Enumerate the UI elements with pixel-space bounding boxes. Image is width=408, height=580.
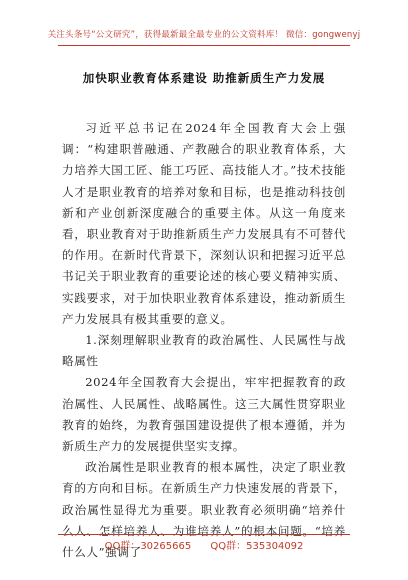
document-title: 加快职业教育体系建设 助推新质生产力发展 <box>82 71 326 85</box>
footer-qq-group-1: QQ群：30265665 <box>104 541 192 552</box>
page-footer <box>0 537 408 552</box>
header-divider <box>58 45 350 46</box>
body-paragraph-attributes: 2024年全国教育大会提出，牢牢把握教育的政治属性、人民属性、战略属性。这三大属性贯穿职业教育的始终，为教育强国建设提供了根本遵循，并为新质生产力的发展提供坚实支撑。 <box>62 375 346 454</box>
body-paragraph-political: 政治属性是职业教育的根本属性，决定了职业教育的方向和目标。在新质生产力快速发展的背景下，政治属性显得尤为重要。职业教育必须明确“培养什么人、怎样培养人、为谁培养人”的根本问题。“培养什么人”强调了 <box>62 460 346 560</box>
footer-divider <box>58 534 350 535</box>
section-heading-1: 1.深刻理解职业教育的政治属性、人民属性与战略属性 <box>62 333 346 369</box>
document-body <box>62 118 346 563</box>
body-paragraph-intro: 习近平总书记在2024年全国教育大会上强调：“构建职普融通、产教融合的职业教育体系，大力培养大国工匠、能工巧匠、高技能人才。”技术技能人才是职业教育的培养对象和目标，也是推动科技创新和产业创新深度融合的重要主体。从这一角度来看，职业教育对于助推新质生产力发展具有不可替代的作用。在新时代背景下，深刻认识和把握习近平总书记关于职业教育的重要论述的核心要义精神实质、实践要求，对于加快职业教育体系建设，推动新质生产力发展具有极其重要的意义。 <box>62 121 346 326</box>
footer-qq-group-2: QQ群：535304092 <box>210 541 304 552</box>
page-header-banner: 关注头条号“公文研究”，获得最新最全最专业的公文资料库！ 微信：gongwenyj <box>47 30 361 40</box>
